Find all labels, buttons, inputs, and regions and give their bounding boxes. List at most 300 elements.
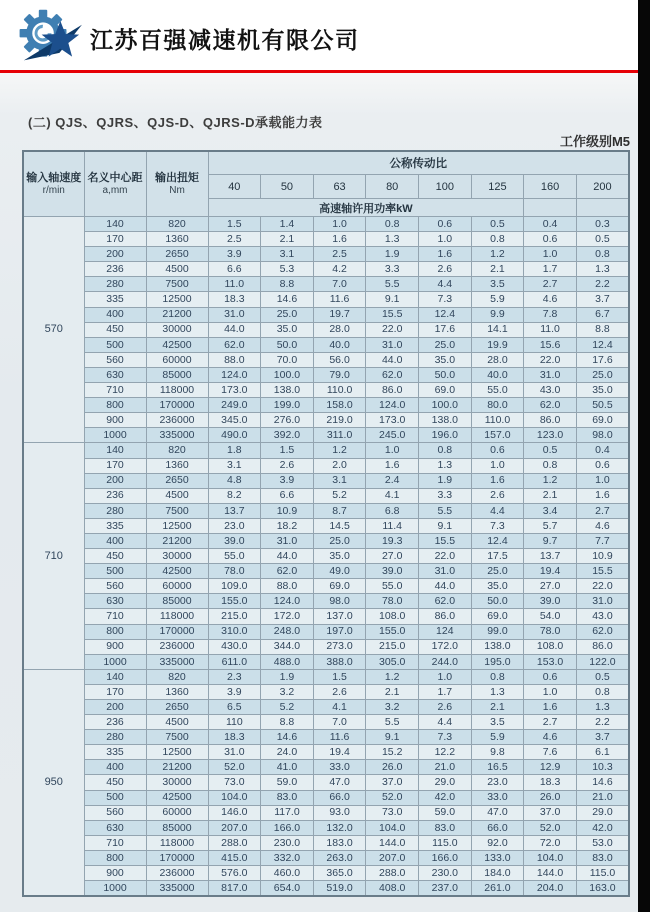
power-value-cell: 19.7 [313, 307, 366, 322]
ratio-header-cell: 125 [471, 175, 524, 199]
power-value-cell: 9.1 [419, 518, 472, 533]
torque-cell: 236000 [146, 413, 208, 428]
power-value-cell: 415.0 [208, 850, 261, 865]
power-value-cell: 7.7 [576, 533, 629, 548]
torque-cell: 12500 [146, 518, 208, 533]
company-name: 江苏百强减速机有限公司 [90, 27, 360, 53]
power-value-cell: 3.1 [208, 458, 261, 473]
power-value-cell: 7.3 [471, 518, 524, 533]
power-value-cell: 25.0 [576, 367, 629, 382]
power-value-cell: 14.6 [261, 730, 314, 745]
power-value-cell: 69.0 [313, 579, 366, 594]
torque-cell: 60000 [146, 805, 208, 820]
power-value-cell: 27.0 [524, 579, 577, 594]
power-value-cell: 47.0 [471, 805, 524, 820]
power-value-cell: 172.0 [419, 639, 472, 654]
power-value-cell: 12.4 [419, 307, 472, 322]
power-value-cell: 245.0 [366, 428, 419, 443]
power-value-cell: 2.4 [366, 473, 419, 488]
power-value-cell: 1.3 [576, 262, 629, 277]
power-value-cell: 158.0 [313, 398, 366, 413]
torque-cell: 42500 [146, 337, 208, 352]
power-value-cell: 11.0 [208, 277, 261, 292]
power-value-cell: 2.2 [576, 277, 629, 292]
power-value-cell: 7.0 [313, 715, 366, 730]
center-distance-cell: 1000 [84, 654, 146, 669]
col-header-output-torque: 输出扭矩 Nm [146, 151, 208, 217]
power-value-cell: 5.5 [419, 503, 472, 518]
power-value-cell: 4.6 [524, 292, 577, 307]
power-value-cell: 49.0 [313, 564, 366, 579]
power-value-cell: 22.0 [419, 549, 472, 564]
center-distance-cell: 236 [84, 262, 146, 277]
power-value-cell: 122.0 [576, 654, 629, 669]
power-value-cell: 55.0 [208, 549, 261, 564]
torque-cell: 4500 [146, 488, 208, 503]
torque-cell: 170000 [146, 398, 208, 413]
power-value-cell: 123.0 [524, 428, 577, 443]
ratio-header-cell: 160 [524, 175, 577, 199]
power-value-cell: 146.0 [208, 805, 261, 820]
table-row [23, 594, 629, 609]
power-value-cell: 173.0 [208, 383, 261, 398]
table-row [23, 383, 629, 398]
power-value-cell: 133.0 [471, 850, 524, 865]
power-value-cell: 25.0 [471, 564, 524, 579]
power-value-cell: 6.8 [366, 503, 419, 518]
power-value-cell: 79.0 [313, 367, 366, 382]
power-value-cell: 11.6 [313, 292, 366, 307]
power-value-cell: 23.0 [471, 775, 524, 790]
power-value-cell: 25.0 [313, 533, 366, 548]
power-value-cell: 52.0 [208, 760, 261, 775]
power-value-cell: 2.1 [471, 262, 524, 277]
table-row [23, 337, 629, 352]
power-value-cell: 83.0 [576, 850, 629, 865]
power-value-cell: 35.0 [471, 579, 524, 594]
power-value-cell: 0.8 [419, 443, 472, 458]
power-value-cell: 4.6 [524, 730, 577, 745]
power-value-cell: 0.5 [576, 232, 629, 247]
power-value-cell: 2.0 [313, 458, 366, 473]
center-distance-cell: 630 [84, 820, 146, 835]
power-value-cell: 22.0 [576, 579, 629, 594]
power-value-cell: 4.4 [419, 277, 472, 292]
table-row [23, 700, 629, 715]
power-value-cell: 166.0 [261, 820, 314, 835]
table-row [23, 790, 629, 805]
power-value-cell: 12.4 [471, 533, 524, 548]
torque-cell: 2650 [146, 700, 208, 715]
table-row [23, 579, 629, 594]
table-row [23, 488, 629, 503]
power-value-cell: 0.5 [576, 669, 629, 684]
power-value-cell: 31.0 [576, 594, 629, 609]
center-distance-cell: 900 [84, 639, 146, 654]
center-distance-cell: 280 [84, 503, 146, 518]
power-value-cell: 490.0 [208, 428, 261, 443]
torque-cell: 60000 [146, 352, 208, 367]
power-value-cell: 8.2 [208, 488, 261, 503]
power-value-cell: 1.5 [208, 217, 261, 232]
torque-cell: 820 [146, 669, 208, 684]
power-value-cell: 110 [208, 715, 261, 730]
center-distance-cell: 800 [84, 624, 146, 639]
power-value-cell: 576.0 [208, 866, 261, 881]
power-value-cell: 183.0 [313, 835, 366, 850]
power-value-cell: 332.0 [261, 850, 314, 865]
power-value-cell: 3.9 [261, 473, 314, 488]
power-value-cell: 1.7 [419, 684, 472, 699]
center-distance-cell: 400 [84, 533, 146, 548]
table-row [23, 684, 629, 699]
torque-cell: 7500 [146, 503, 208, 518]
power-value-cell: 69.0 [419, 383, 472, 398]
power-value-cell: 7.0 [313, 277, 366, 292]
power-value-cell: 519.0 [313, 881, 366, 897]
table-row [23, 745, 629, 760]
center-distance-cell: 710 [84, 383, 146, 398]
torque-cell: 30000 [146, 322, 208, 337]
center-distance-cell: 450 [84, 549, 146, 564]
power-value-cell: 15.6 [524, 337, 577, 352]
power-value-cell: 52.0 [524, 820, 577, 835]
power-value-cell: 124.0 [366, 398, 419, 413]
table-row [23, 247, 629, 262]
table-row [23, 307, 629, 322]
power-value-cell: 124.0 [208, 367, 261, 382]
power-value-cell: 215.0 [208, 609, 261, 624]
table-row [23, 820, 629, 835]
power-value-cell: 44.0 [419, 579, 472, 594]
center-distance-cell: 630 [84, 367, 146, 382]
power-value-cell: 24.0 [261, 745, 314, 760]
power-value-cell: 11.6 [313, 730, 366, 745]
power-value-cell: 172.0 [261, 609, 314, 624]
center-distance-cell: 200 [84, 473, 146, 488]
power-value-cell: 54.0 [524, 609, 577, 624]
power-value-cell: 70.0 [261, 352, 314, 367]
power-value-cell: 3.4 [524, 503, 577, 518]
col-header-input-speed: 输入轴速度 r/min [23, 151, 84, 217]
power-value-cell: 2.2 [576, 715, 629, 730]
power-value-cell: 155.0 [208, 594, 261, 609]
torque-cell: 7500 [146, 730, 208, 745]
power-value-cell: 78.0 [524, 624, 577, 639]
torque-cell: 820 [146, 443, 208, 458]
power-value-cell: 0.5 [471, 217, 524, 232]
power-value-cell: 5.7 [524, 518, 577, 533]
power-value-cell: 35.0 [576, 383, 629, 398]
table-row [23, 881, 629, 897]
table-row [23, 277, 629, 292]
power-value-cell: 12.2 [419, 745, 472, 760]
power-value-cell: 1.2 [524, 473, 577, 488]
power-value-cell: 88.0 [261, 579, 314, 594]
torque-cell: 30000 [146, 549, 208, 564]
power-value-cell: 2.1 [471, 700, 524, 715]
power-value-cell: 4.1 [366, 488, 419, 503]
power-value-cell: 41.0 [261, 760, 314, 775]
power-value-cell: 1.0 [419, 669, 472, 684]
power-value-cell: 29.0 [419, 775, 472, 790]
power-value-cell: 5.2 [261, 700, 314, 715]
torque-cell: 85000 [146, 820, 208, 835]
power-value-cell: 31.0 [261, 533, 314, 548]
power-value-cell: 197.0 [313, 624, 366, 639]
power-row-empty-cell [576, 199, 629, 217]
power-value-cell: 1.7 [524, 262, 577, 277]
power-value-cell: 108.0 [366, 609, 419, 624]
power-value-cell: 0.8 [576, 684, 629, 699]
table-row [23, 367, 629, 382]
power-value-cell: 11.0 [524, 322, 577, 337]
power-value-cell: 1.6 [419, 247, 472, 262]
power-value-cell: 817.0 [208, 881, 261, 897]
table-row [23, 503, 629, 518]
power-row-empty-cell [524, 199, 577, 217]
power-value-cell: 100.0 [419, 398, 472, 413]
power-value-cell: 0.8 [576, 247, 629, 262]
power-value-cell: 0.8 [471, 232, 524, 247]
torque-cell: 85000 [146, 594, 208, 609]
power-value-cell: 230.0 [419, 866, 472, 881]
table-row [23, 805, 629, 820]
power-value-cell: 10.9 [576, 549, 629, 564]
power-value-cell: 86.0 [524, 413, 577, 428]
power-value-cell: 17.6 [576, 352, 629, 367]
power-value-cell: 4.2 [313, 262, 366, 277]
torque-cell: 820 [146, 217, 208, 232]
center-distance-cell: 900 [84, 866, 146, 881]
power-value-cell: 2.1 [261, 232, 314, 247]
power-value-cell: 28.0 [313, 322, 366, 337]
table-row [23, 398, 629, 413]
power-value-cell: 3.2 [261, 684, 314, 699]
power-value-cell: 430.0 [208, 639, 261, 654]
power-value-cell: 263.0 [313, 850, 366, 865]
table-row [23, 232, 629, 247]
power-value-cell: 10.3 [576, 760, 629, 775]
ratio-header-cell: 200 [576, 175, 629, 199]
table-row [23, 564, 629, 579]
power-value-cell: 8.8 [261, 277, 314, 292]
power-value-cell: 16.5 [471, 760, 524, 775]
torque-cell: 85000 [146, 367, 208, 382]
center-distance-cell: 335 [84, 745, 146, 760]
torque-cell: 335000 [146, 881, 208, 897]
power-value-cell: 15.5 [419, 533, 472, 548]
power-value-cell: 144.0 [524, 866, 577, 881]
ratio-header-cell: 40 [208, 175, 261, 199]
center-distance-cell: 450 [84, 775, 146, 790]
power-value-cell: 1.5 [261, 443, 314, 458]
torque-cell: 118000 [146, 383, 208, 398]
torque-cell: 1360 [146, 458, 208, 473]
power-value-cell: 55.0 [366, 579, 419, 594]
power-value-cell: 0.6 [576, 458, 629, 473]
power-value-cell: 311.0 [313, 428, 366, 443]
power-value-cell: 4.4 [419, 715, 472, 730]
power-value-cell: 9.8 [471, 745, 524, 760]
center-distance-cell: 630 [84, 594, 146, 609]
power-value-cell: 207.0 [366, 850, 419, 865]
center-distance-cell: 400 [84, 307, 146, 322]
power-value-cell: 1.0 [419, 232, 472, 247]
power-value-cell: 73.0 [208, 775, 261, 790]
center-distance-cell: 500 [84, 337, 146, 352]
table-row [23, 217, 629, 232]
power-value-cell: 345.0 [208, 413, 261, 428]
power-value-cell: 138.0 [261, 383, 314, 398]
power-value-cell: 1.9 [366, 247, 419, 262]
ratio-header-cell: 63 [313, 175, 366, 199]
power-value-cell: 244.0 [419, 654, 472, 669]
power-value-cell: 4.4 [471, 503, 524, 518]
power-value-cell: 62.0 [366, 367, 419, 382]
power-value-cell: 43.0 [576, 609, 629, 624]
table-row [23, 669, 629, 684]
power-value-cell: 9.9 [471, 307, 524, 322]
power-value-cell: 33.0 [313, 760, 366, 775]
power-value-cell: 14.6 [576, 775, 629, 790]
center-distance-cell: 560 [84, 352, 146, 367]
power-value-cell: 1.2 [366, 669, 419, 684]
power-value-cell: 2.7 [524, 277, 577, 292]
center-distance-cell: 140 [84, 217, 146, 232]
power-value-cell: 98.0 [313, 594, 366, 609]
power-value-cell: 1.8 [208, 443, 261, 458]
power-value-cell: 6.6 [261, 488, 314, 503]
power-value-cell: 153.0 [524, 654, 577, 669]
power-value-cell: 2.6 [261, 458, 314, 473]
power-value-cell: 7.8 [524, 307, 577, 322]
torque-cell: 30000 [146, 775, 208, 790]
center-distance-cell: 200 [84, 700, 146, 715]
power-value-cell: 1.6 [576, 488, 629, 503]
power-value-cell: 138.0 [419, 413, 472, 428]
power-value-cell: 29.0 [576, 805, 629, 820]
power-value-cell: 100.0 [261, 367, 314, 382]
torque-cell: 21200 [146, 760, 208, 775]
power-value-cell: 39.0 [366, 564, 419, 579]
power-value-cell: 6.5 [208, 700, 261, 715]
power-value-cell: 56.0 [313, 352, 366, 367]
power-value-cell: 108.0 [524, 639, 577, 654]
power-value-cell: 0.4 [524, 217, 577, 232]
site-header [0, 0, 638, 70]
table-row [23, 292, 629, 307]
ratio-header-cell: 50 [261, 175, 314, 199]
power-value-cell: 0.6 [471, 443, 524, 458]
power-value-cell: 1.3 [576, 700, 629, 715]
table-row [23, 413, 629, 428]
power-value-cell: 219.0 [313, 413, 366, 428]
power-value-cell: 33.0 [471, 790, 524, 805]
power-value-cell: 3.5 [471, 277, 524, 292]
table-row [23, 443, 629, 458]
power-value-cell: 0.3 [576, 217, 629, 232]
power-value-cell: 62.0 [261, 564, 314, 579]
power-value-cell: 1.3 [366, 232, 419, 247]
table-row [23, 262, 629, 277]
power-value-cell: 18.3 [208, 292, 261, 307]
power-value-cell: 92.0 [471, 835, 524, 850]
power-value-cell: 50.0 [471, 594, 524, 609]
power-value-cell: 1.6 [366, 458, 419, 473]
col-header-power-title: 高速轴许用功率kW [208, 199, 524, 217]
power-value-cell: 117.0 [261, 805, 314, 820]
power-value-cell: 12.9 [524, 760, 577, 775]
power-value-cell: 288.0 [366, 866, 419, 881]
power-value-cell: 5.5 [366, 715, 419, 730]
torque-cell: 1360 [146, 684, 208, 699]
section-title: (二) QJS、QJRS、QJS-D、QJRS-D承载能力表 [28, 115, 323, 130]
torque-cell: 335000 [146, 428, 208, 443]
power-value-cell: 50.0 [419, 367, 472, 382]
power-value-cell: 0.4 [576, 443, 629, 458]
power-value-cell: 6.1 [576, 745, 629, 760]
power-value-cell: 47.0 [313, 775, 366, 790]
power-value-cell: 18.2 [261, 518, 314, 533]
power-value-cell: 31.0 [524, 367, 577, 382]
center-distance-cell: 710 [84, 835, 146, 850]
power-value-cell: 2.7 [576, 503, 629, 518]
power-value-cell: 55.0 [471, 383, 524, 398]
center-distance-cell: 900 [84, 413, 146, 428]
center-distance-cell: 1000 [84, 881, 146, 897]
power-value-cell: 5.9 [471, 292, 524, 307]
torque-cell: 2650 [146, 473, 208, 488]
power-value-cell: 9.1 [366, 730, 419, 745]
power-value-cell: 3.3 [419, 488, 472, 503]
power-value-cell: 115.0 [419, 835, 472, 850]
power-value-cell: 273.0 [313, 639, 366, 654]
power-value-cell: 73.0 [366, 805, 419, 820]
power-value-cell: 37.0 [524, 805, 577, 820]
power-value-cell: 195.0 [471, 654, 524, 669]
ratio-header-cell: 80 [366, 175, 419, 199]
power-value-cell: 31.0 [419, 564, 472, 579]
center-distance-cell: 170 [84, 232, 146, 247]
center-distance-cell: 560 [84, 805, 146, 820]
power-value-cell: 0.8 [471, 669, 524, 684]
power-value-cell: 207.0 [208, 820, 261, 835]
power-value-cell: 15.5 [366, 307, 419, 322]
power-value-cell: 124.0 [261, 594, 314, 609]
power-value-cell: 248.0 [261, 624, 314, 639]
power-value-cell: 26.0 [366, 760, 419, 775]
power-value-cell: 310.0 [208, 624, 261, 639]
table-row [23, 518, 629, 533]
power-value-cell: 3.1 [313, 473, 366, 488]
col-header-ratio-title: 公称传动比 [208, 151, 629, 175]
power-value-cell: 1.9 [261, 669, 314, 684]
center-distance-cell: 800 [84, 850, 146, 865]
power-value-cell: 43.0 [524, 383, 577, 398]
center-distance-cell: 500 [84, 790, 146, 805]
power-value-cell: 261.0 [471, 881, 524, 897]
power-value-cell: 2.5 [313, 247, 366, 262]
table-row [23, 624, 629, 639]
power-value-cell: 2.6 [419, 700, 472, 715]
torque-cell: 4500 [146, 715, 208, 730]
table-head [23, 151, 629, 217]
power-value-cell: 109.0 [208, 579, 261, 594]
power-value-cell: 31.0 [366, 337, 419, 352]
power-value-cell: 3.3 [366, 262, 419, 277]
power-value-cell: 80.0 [471, 398, 524, 413]
